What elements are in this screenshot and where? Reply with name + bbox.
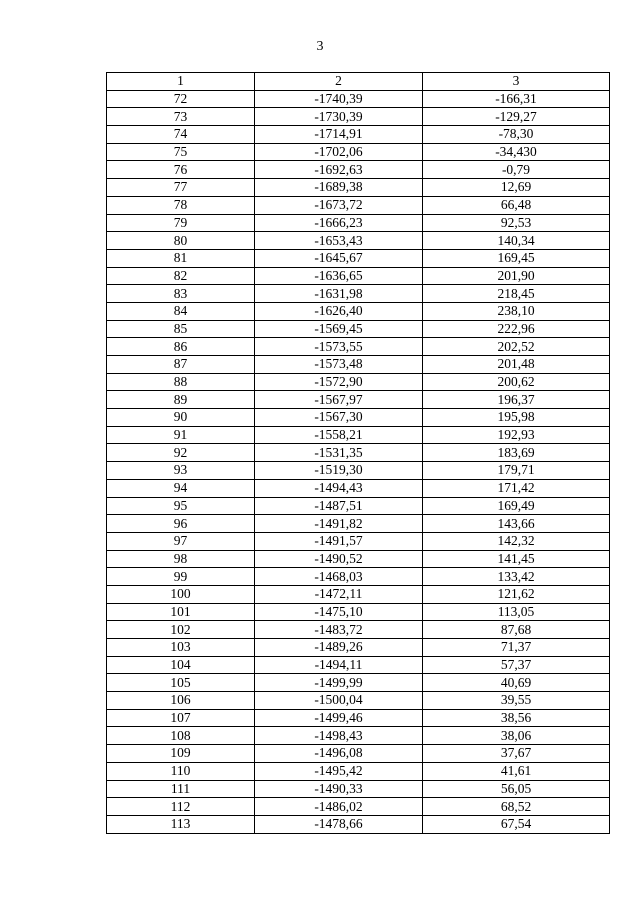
table-row <box>107 196 610 214</box>
table-cell-value-3: 169,45 <box>423 249 610 267</box>
table-cell-index: 78 <box>107 196 255 214</box>
table-row <box>107 179 610 197</box>
table-cell-value-2: -1483,72 <box>255 621 423 639</box>
table-cell-value-3: 202,52 <box>423 338 610 356</box>
table-row <box>107 302 610 320</box>
table-row <box>107 90 610 108</box>
table-cell-value-3: 201,48 <box>423 356 610 374</box>
table-cell-value-2: -1486,02 <box>255 798 423 816</box>
table-cell-index: 107 <box>107 709 255 727</box>
table-body <box>107 73 610 834</box>
table-cell-value-3: 121,62 <box>423 585 610 603</box>
table-cell-index: 110 <box>107 762 255 780</box>
table-cell-index: 76 <box>107 161 255 179</box>
column-header: 1 <box>107 73 255 91</box>
table-cell-index: 92 <box>107 444 255 462</box>
table-cell-value-3: 200,62 <box>423 373 610 391</box>
table-cell-index: 96 <box>107 515 255 533</box>
table-cell-index: 77 <box>107 179 255 197</box>
table-cell-value-2: -1714,91 <box>255 126 423 144</box>
table-cell-value-3: 92,53 <box>423 214 610 232</box>
table-cell-value-2: -1494,43 <box>255 479 423 497</box>
table-cell-value-2: -1567,30 <box>255 409 423 427</box>
table-row <box>107 409 610 427</box>
table-row <box>107 479 610 497</box>
table-cell-value-3: 68,52 <box>423 798 610 816</box>
table-cell-value-3: 183,69 <box>423 444 610 462</box>
table-cell-index: 84 <box>107 302 255 320</box>
table-cell-value-3: 12,69 <box>423 179 610 197</box>
table-row <box>107 727 610 745</box>
table-row <box>107 249 610 267</box>
table-cell-value-2: -1740,39 <box>255 90 423 108</box>
table-row <box>107 515 610 533</box>
table-cell-index: 88 <box>107 373 255 391</box>
table-cell-index: 82 <box>107 267 255 285</box>
table-cell-value-2: -1491,82 <box>255 515 423 533</box>
table-cell-value-2: -1496,08 <box>255 745 423 763</box>
table-cell-value-3: 238,10 <box>423 302 610 320</box>
table-cell-value-3: 37,67 <box>423 745 610 763</box>
table-cell-index: 75 <box>107 143 255 161</box>
table-cell-value-3: 222,96 <box>423 320 610 338</box>
table-cell-value-2: -1730,39 <box>255 108 423 126</box>
table-row <box>107 214 610 232</box>
table-cell-value-2: -1472,11 <box>255 585 423 603</box>
table-cell-value-3: 40,69 <box>423 674 610 692</box>
table-cell-value-2: -1626,40 <box>255 302 423 320</box>
table-cell-value-3: 143,66 <box>423 515 610 533</box>
table-cell-value-2: -1500,04 <box>255 692 423 710</box>
table-cell-index: 93 <box>107 462 255 480</box>
table-row <box>107 692 610 710</box>
table-row <box>107 815 610 833</box>
table-cell-value-2: -1645,67 <box>255 249 423 267</box>
table-cell-index: 73 <box>107 108 255 126</box>
table-row <box>107 356 610 374</box>
table-cell-value-3: 38,56 <box>423 709 610 727</box>
table-cell-index: 86 <box>107 338 255 356</box>
table-cell-value-2: -1573,55 <box>255 338 423 356</box>
table-cell-index: 89 <box>107 391 255 409</box>
table-row <box>107 709 610 727</box>
table-cell-value-2: -1653,43 <box>255 232 423 250</box>
table-cell-value-3: 142,32 <box>423 532 610 550</box>
table-cell-index: 91 <box>107 426 255 444</box>
table-cell-index: 103 <box>107 639 255 657</box>
table-cell-value-3: 113,05 <box>423 603 610 621</box>
table-cell-value-3: 66,48 <box>423 196 610 214</box>
table-cell-value-2: -1494,11 <box>255 656 423 674</box>
table-cell-index: 87 <box>107 356 255 374</box>
table-cell-value-2: -1489,26 <box>255 639 423 657</box>
table-row <box>107 762 610 780</box>
table-cell-index: 98 <box>107 550 255 568</box>
table-cell-index: 83 <box>107 285 255 303</box>
table-cell-value-3: 141,45 <box>423 550 610 568</box>
table-cell-value-2: -1490,33 <box>255 780 423 798</box>
table-cell-value-2: -1499,99 <box>255 674 423 692</box>
table-cell-index: 97 <box>107 532 255 550</box>
table-header-row <box>107 73 610 91</box>
table-cell-value-2: -1498,43 <box>255 727 423 745</box>
table-cell-value-2: -1495,42 <box>255 762 423 780</box>
table-cell-value-2: -1572,90 <box>255 373 423 391</box>
table-cell-index: 109 <box>107 745 255 763</box>
table-cell-index: 113 <box>107 815 255 833</box>
table-cell-value-2: -1468,03 <box>255 568 423 586</box>
table-row <box>107 798 610 816</box>
table-cell-value-2: -1673,72 <box>255 196 423 214</box>
table-row <box>107 285 610 303</box>
table-cell-value-3: -0,79 <box>423 161 610 179</box>
table-row <box>107 108 610 126</box>
table-row <box>107 532 610 550</box>
table-row <box>107 780 610 798</box>
table-cell-value-3: -34,430 <box>423 143 610 161</box>
table-cell-value-3: 192,93 <box>423 426 610 444</box>
table-cell-value-3: 56,05 <box>423 780 610 798</box>
table-cell-index: 85 <box>107 320 255 338</box>
table-cell-index: 112 <box>107 798 255 816</box>
table-cell-index: 101 <box>107 603 255 621</box>
table-cell-index: 72 <box>107 90 255 108</box>
table-cell-value-2: -1487,51 <box>255 497 423 515</box>
page-number: 3 <box>316 39 324 54</box>
table-cell-index: 111 <box>107 780 255 798</box>
table-cell-value-3: 133,42 <box>423 568 610 586</box>
table-row <box>107 338 610 356</box>
table-cell-value-2: -1478,66 <box>255 815 423 833</box>
table-cell-index: 100 <box>107 585 255 603</box>
table-cell-value-3: 57,37 <box>423 656 610 674</box>
table-cell-value-2: -1692,63 <box>255 161 423 179</box>
table-cell-value-3: -78,30 <box>423 126 610 144</box>
table-cell-value-2: -1573,48 <box>255 356 423 374</box>
table-cell-value-2: -1636,65 <box>255 267 423 285</box>
table-row <box>107 232 610 250</box>
table-row <box>107 126 610 144</box>
table-cell-value-2: -1475,10 <box>255 603 423 621</box>
table-cell-value-2: -1558,21 <box>255 426 423 444</box>
table-row <box>107 656 610 674</box>
table-cell-value-3: 41,61 <box>423 762 610 780</box>
table-cell-value-3: 171,42 <box>423 479 610 497</box>
table-row <box>107 745 610 763</box>
table-cell-index: 95 <box>107 497 255 515</box>
table-row <box>107 603 610 621</box>
table-cell-value-2: -1490,52 <box>255 550 423 568</box>
table-cell-value-3: -166,31 <box>423 90 610 108</box>
table-row <box>107 674 610 692</box>
table-cell-value-2: -1499,46 <box>255 709 423 727</box>
table-cell-value-3: 179,71 <box>423 462 610 480</box>
table-cell-index: 102 <box>107 621 255 639</box>
table-cell-value-3: 218,45 <box>423 285 610 303</box>
data-table <box>106 72 610 834</box>
column-header: 2 <box>255 73 423 91</box>
table-cell-index: 106 <box>107 692 255 710</box>
table-row <box>107 621 610 639</box>
table-cell-index: 79 <box>107 214 255 232</box>
table-cell-value-3: 67,54 <box>423 815 610 833</box>
table-row <box>107 497 610 515</box>
table-cell-value-3: 39,55 <box>423 692 610 710</box>
table-cell-index: 80 <box>107 232 255 250</box>
table-cell-value-3: -129,27 <box>423 108 610 126</box>
table-row <box>107 462 610 480</box>
table-cell-index: 108 <box>107 727 255 745</box>
table-cell-index: 105 <box>107 674 255 692</box>
table-cell-value-3: 87,68 <box>423 621 610 639</box>
table-row <box>107 568 610 586</box>
table-row <box>107 585 610 603</box>
table-cell-index: 90 <box>107 409 255 427</box>
table-cell-value-3: 169,49 <box>423 497 610 515</box>
table-cell-value-2: -1666,23 <box>255 214 423 232</box>
table-cell-value-2: -1567,97 <box>255 391 423 409</box>
table-cell-value-2: -1519,30 <box>255 462 423 480</box>
table-cell-value-3: 196,37 <box>423 391 610 409</box>
table-cell-value-2: -1491,57 <box>255 532 423 550</box>
table-row <box>107 373 610 391</box>
table-cell-value-2: -1689,38 <box>255 179 423 197</box>
table-cell-index: 99 <box>107 568 255 586</box>
table-cell-value-2: -1531,35 <box>255 444 423 462</box>
table-row <box>107 639 610 657</box>
table-cell-index: 81 <box>107 249 255 267</box>
table-cell-index: 94 <box>107 479 255 497</box>
table-cell-value-2: -1569,45 <box>255 320 423 338</box>
table-cell-value-3: 38,06 <box>423 727 610 745</box>
table-cell-value-3: 195,98 <box>423 409 610 427</box>
table-row <box>107 161 610 179</box>
table-cell-value-3: 201,90 <box>423 267 610 285</box>
table-row <box>107 426 610 444</box>
table-row <box>107 143 610 161</box>
table-cell-value-2: -1702,06 <box>255 143 423 161</box>
table-cell-value-3: 140,34 <box>423 232 610 250</box>
table-cell-value-3: 71,37 <box>423 639 610 657</box>
table-row <box>107 320 610 338</box>
table-cell-index: 74 <box>107 126 255 144</box>
column-header: 3 <box>423 73 610 91</box>
table-row <box>107 391 610 409</box>
table-row <box>107 267 610 285</box>
table-cell-index: 104 <box>107 656 255 674</box>
table-row <box>107 444 610 462</box>
table-cell-value-2: -1631,98 <box>255 285 423 303</box>
table-row <box>107 550 610 568</box>
